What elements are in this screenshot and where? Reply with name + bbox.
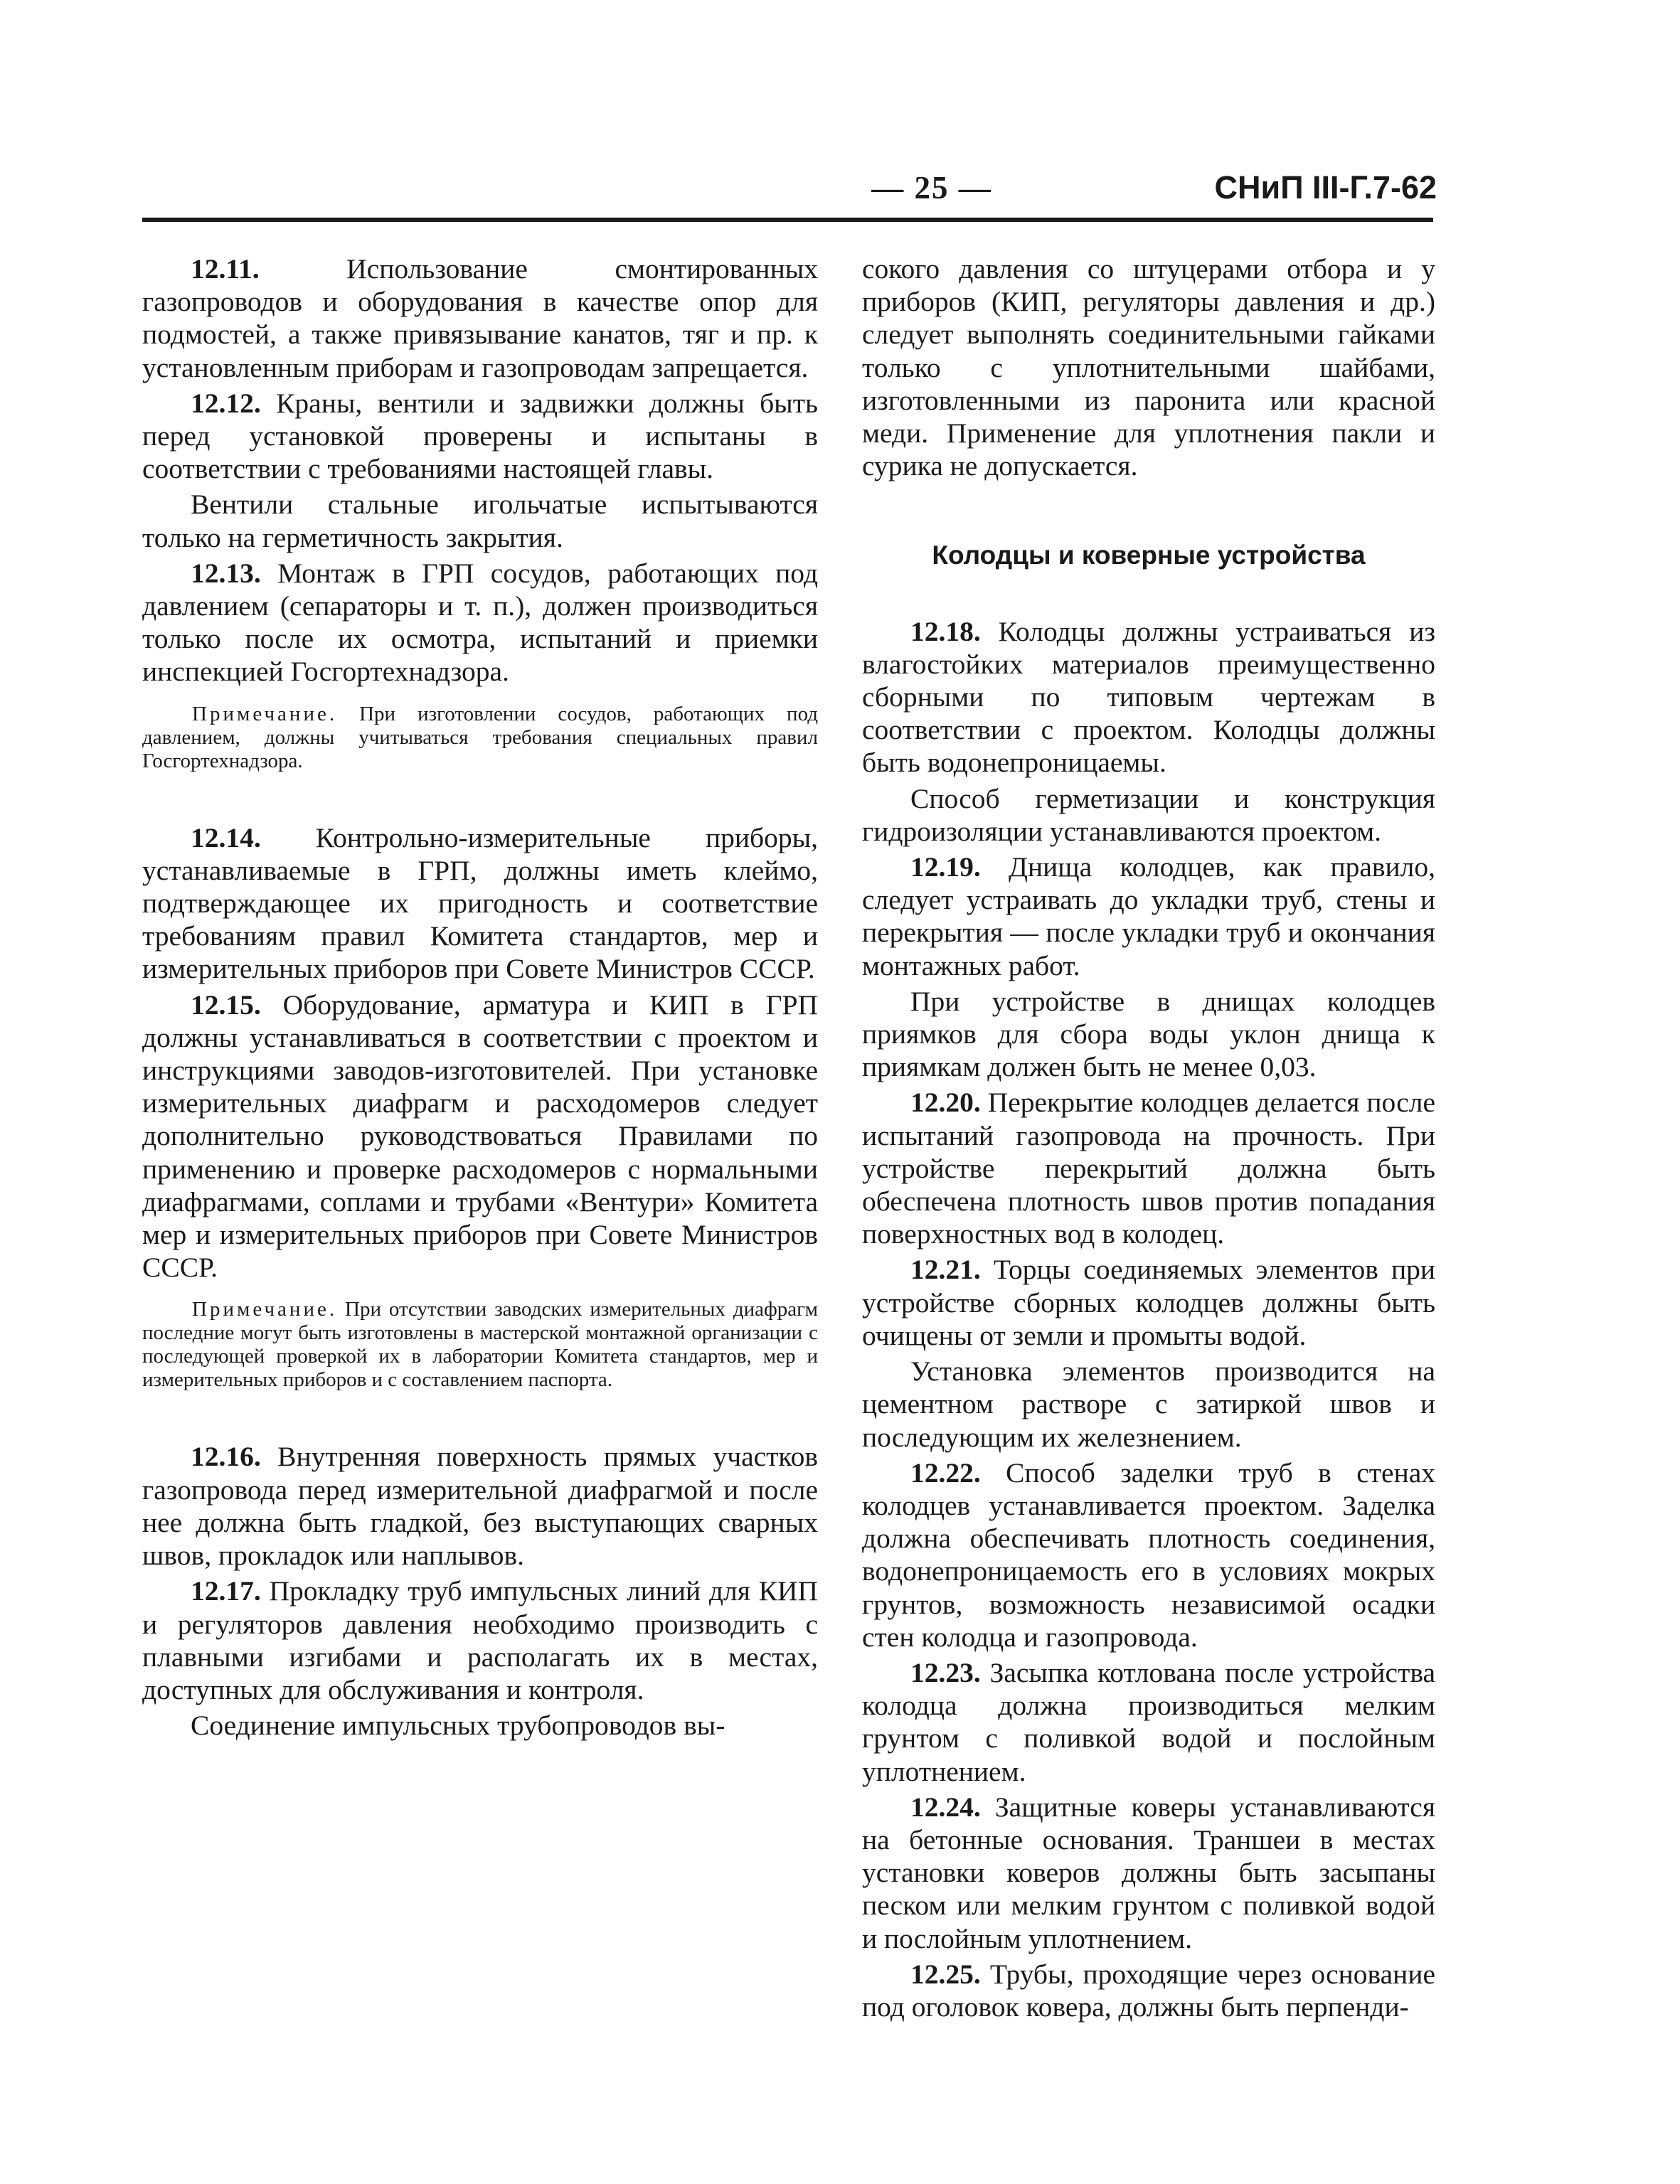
spacer bbox=[142, 773, 818, 821]
paragraph-text: Засыпка котлована после устройства колодца должна производиться мелким грунтом с поливкой водой и послойным уплотнением. bbox=[862, 1656, 1435, 1787]
paragraph-text: сокого давления со штуцерами отбора и у приборов (КИП, регуляторы давления и др.) следует выполнять соединительными гайками только с уплотнительными шайбами, изготовленными из паронита или красной меди. Применение для уплотнения пакли и сурика не допускается. bbox=[862, 253, 1435, 482]
note-text: При изготовлении сосудов, работающих под давлением, должны учитываться требования специальных правил Госгортехнадзора. bbox=[142, 702, 818, 772]
paragraph-text: Защитные коверы устанавливаются на бетонные основания. Траншеи в местах установки коверов должны быть засыпаны песком или мелким грунтом с поливкой водой и послойным уплотнением. bbox=[862, 1791, 1435, 1954]
note-label: Примечание. bbox=[192, 702, 338, 725]
paragraph-number: 12.12. bbox=[191, 387, 261, 419]
paragraph-12-21 bbox=[862, 1253, 1435, 1352]
paragraph-12-25 bbox=[862, 1958, 1435, 2023]
paragraph-text: Использование смонтированных газопроводов и оборудования в качестве опор для подмостей, а также привязывание канатов, тяг и пр. к установленным приборам и газопроводам запрещается. bbox=[142, 253, 818, 383]
paragraph-12-23 bbox=[862, 1656, 1435, 1788]
paragraph-number: 12.14. bbox=[191, 821, 261, 853]
paragraph-12-22 bbox=[862, 1456, 1435, 1653]
paragraph-number: 12.21. bbox=[910, 1254, 981, 1286]
paragraph-12-18-continued bbox=[862, 782, 1435, 848]
paragraph-12-19-continued bbox=[862, 985, 1435, 1084]
paragraph-text: Способ заделки труб в стенах колодцев устанавливается проектом. Заделка должна обеспечивать плотность соединения, водонепроницаемость его в условиях мокрых грунтов, возможность независимой осадки стен колодца и газопровода. bbox=[862, 1456, 1435, 1653]
paragraph-12-21-continued bbox=[862, 1355, 1435, 1454]
paragraph-text: Перекрытие колодцев делается после испытаний газопровода на прочность. При устройстве перекрытий должна быть обеспечена плотность швов против попадания поверхностных вод в колодец. bbox=[862, 1087, 1435, 1250]
right-column bbox=[862, 252, 1435, 2026]
paragraph-number: 12.18. bbox=[910, 615, 981, 647]
paragraph-number: 12.23. bbox=[910, 1656, 981, 1688]
paragraph-text: Оборудование, арматура и КИП в ГРП должны устанавливаться в соответствии с проектом и инструкциями заводов-изготовителей. При установке измерительных диафрагм и расходомеров следует дополнительно руководствоваться Правилами по применению и проверке расходомеров с нормальными диафрагмами, соплами и трубами «Вентури» Комитета мер и измерительных приборов при Совете Министров СССР. bbox=[142, 989, 818, 1284]
paragraph-text: Вентили стальные игольчатые испытываются только на герметичность закрытия. bbox=[142, 489, 818, 553]
note-label: Примечание. bbox=[192, 1298, 338, 1321]
paragraph-number: 12.15. bbox=[191, 989, 261, 1021]
paragraph-12-12 bbox=[142, 387, 818, 486]
paragraph-number: 12.22. bbox=[910, 1456, 981, 1488]
paragraph-text: Способ герметизации и конструкция гидроизоляции устанавливаются проектом. bbox=[862, 782, 1435, 847]
header-rule bbox=[142, 218, 1433, 222]
paragraph-12-15 bbox=[142, 989, 818, 1284]
paragraph-text: Контрольно-измерительные приборы, устанавливаемые в ГРП, должны иметь клеймо, подтверждающее их пригодность и соответствие требованиям правил Комитета стандартов, мер и измерительных приборов при Совете Министров СССР. bbox=[142, 821, 818, 985]
paragraph-text: Соединение импульсных трубопроводов вы- bbox=[191, 1710, 725, 1742]
paragraph-12-17 bbox=[142, 1575, 818, 1706]
paragraph-number: 12.20. bbox=[910, 1087, 981, 1119]
paragraph-number: 12.24. bbox=[910, 1791, 981, 1823]
paragraph-12-17-end bbox=[862, 252, 1435, 482]
paragraph-text: Краны, вентили и задвижки должны быть перед установкой проверены и испытаны в соответствии с требованиями настоящей главы. bbox=[142, 387, 818, 485]
note-12-15 bbox=[142, 1298, 818, 1392]
paragraph-text: Днища колодцев, как правило, следует устраивать до укладки труб, стены и перекрытия — после укладки труб и окончания монтажных работ. bbox=[862, 851, 1435, 981]
paragraph-12-18 bbox=[862, 615, 1435, 779]
paragraph-number: 12.16. bbox=[191, 1441, 261, 1473]
paragraph-number: 12.25. bbox=[910, 1958, 981, 1990]
paragraph-12-14 bbox=[142, 821, 818, 986]
paragraph-text: Внутренняя поверхность прямых участков газопровода перед измерительной диафрагмой и после нее должна быть гладкой, без выступающих сварных швов, прокладок или наплывов. bbox=[142, 1441, 818, 1572]
left-column bbox=[142, 252, 818, 1744]
note-text: При отсутствии заводских измерительных диафрагм последние могут быть изготовлены в мастерской монтажной организации с последующей проверкой их в лаборатории Комитета стандартов, мер и измерительных приборов и с составлением паспорта. bbox=[142, 1298, 818, 1392]
paragraph-number: 12.19. bbox=[910, 851, 981, 883]
paragraph-text: При устройстве в днищах колодцев приямков для сбора воды уклон днища к приямкам должен быть не менее 0,03. bbox=[862, 985, 1435, 1083]
paragraph-12-19 bbox=[862, 851, 1435, 982]
paragraph-12-12-continued bbox=[142, 488, 818, 553]
paragraph-text: Установка элементов производится на цементном растворе с затиркой швов и последующим их железнением. bbox=[862, 1355, 1435, 1453]
document-code: СНиП III-Г.7-62 bbox=[1214, 169, 1437, 206]
section-title: Колодцы и коверные устройства bbox=[932, 540, 1366, 570]
paragraph-text: Монтаж в ГРП сосудов, работающих под давлением (сепараторы и т. п.), должен производиться только после их осмотра, испытаний и приемки инспекцией Госгортехнадзора. bbox=[142, 557, 818, 688]
page-number: — 25 — bbox=[871, 170, 992, 206]
note-12-13 bbox=[142, 703, 818, 773]
paragraph-12-11 bbox=[142, 252, 818, 384]
paragraph-12-13 bbox=[142, 557, 818, 688]
paragraph-number: 12.11. bbox=[191, 253, 260, 284]
paragraph-12-24 bbox=[862, 1791, 1435, 1955]
paragraph-text: Колодцы должны устраиваться из влагостойких материалов преимущественно сборными по типовым чертежам в соответствии с проектом. Колодцы должны быть водонепроницаемы. bbox=[862, 615, 1435, 779]
paragraph-number: 12.13. bbox=[191, 557, 261, 589]
paragraph-12-20 bbox=[862, 1086, 1435, 1250]
paragraph-12-17-continued bbox=[142, 1709, 818, 1742]
paragraph-12-16 bbox=[142, 1440, 818, 1572]
paragraph-text: Трубы, проходящие через основание под оголовок ковера, должны быть перпенди- bbox=[862, 1958, 1435, 2023]
spacer bbox=[142, 1392, 818, 1440]
paragraph-text: Торцы соединяемых элементов при устройстве сборных колодцев должны быть очищены от земли и промыты водой. bbox=[862, 1254, 1435, 1351]
paragraph-number: 12.17. bbox=[191, 1575, 261, 1607]
paragraph-text: Прокладку труб импульсных линий для КИП и регуляторов давления необходимо производить с плавными изгибами и располагать их в местах, доступных для обслуживания и контроля. bbox=[142, 1575, 818, 1705]
